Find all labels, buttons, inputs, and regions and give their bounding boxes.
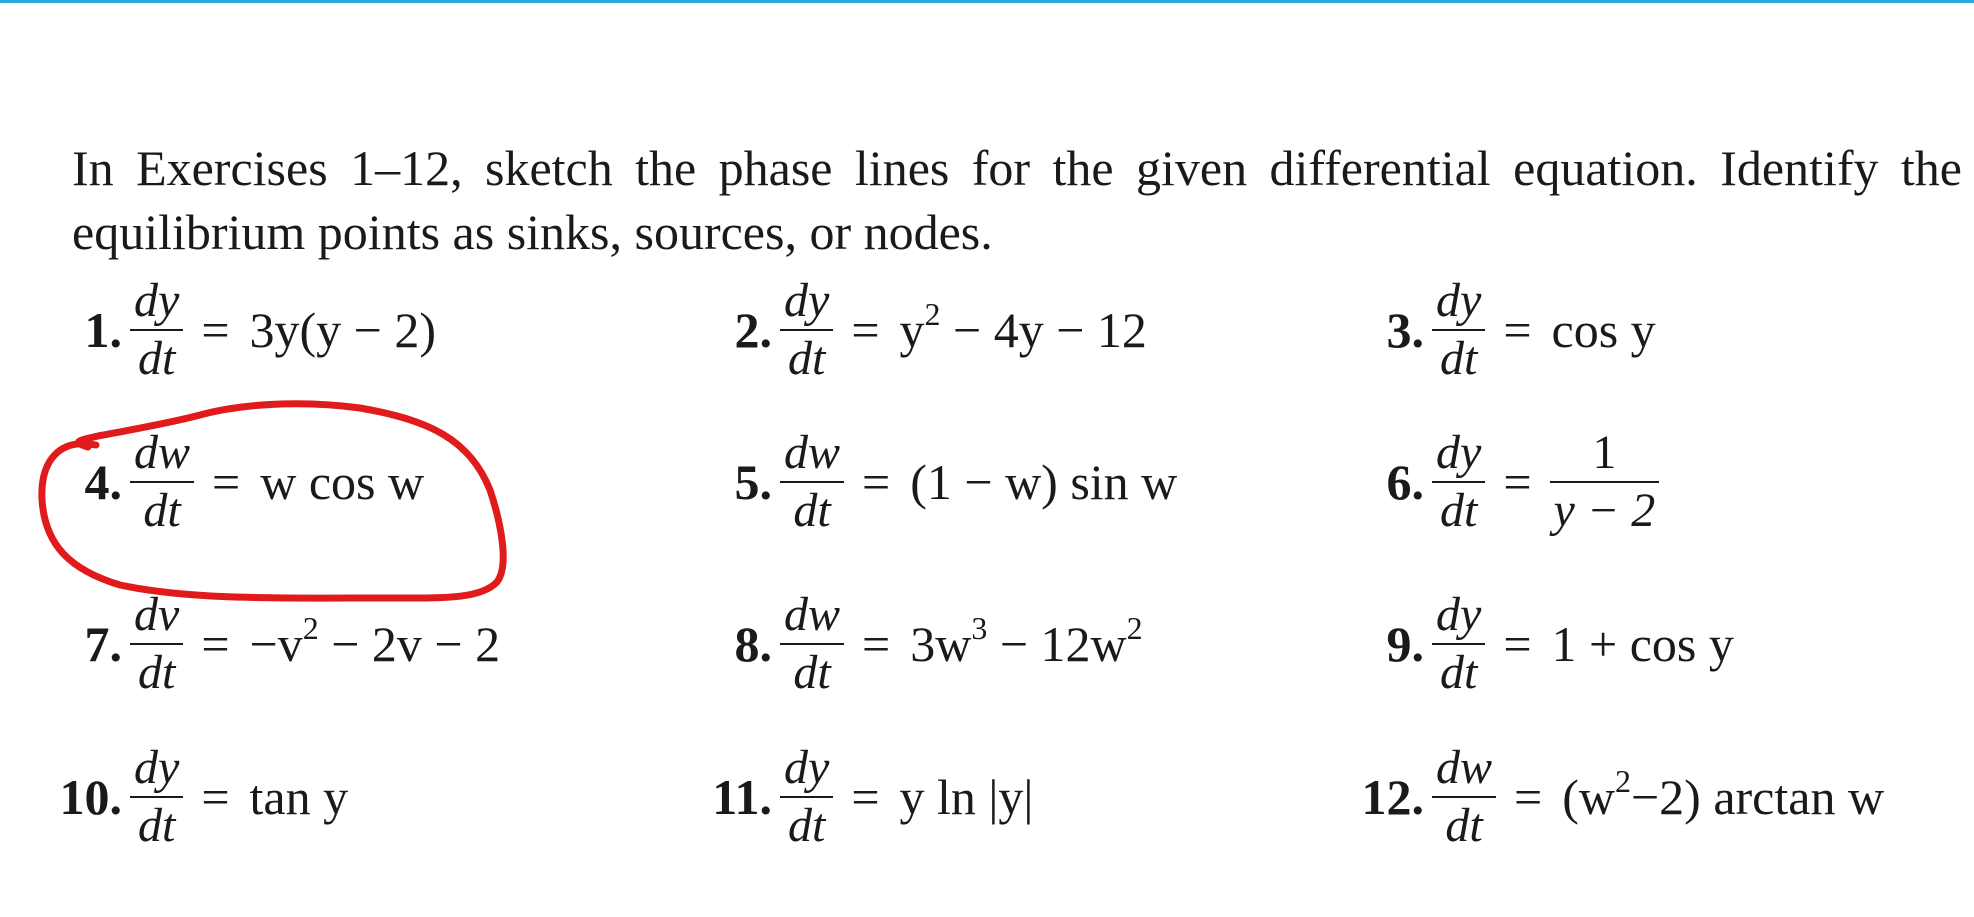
exercise-9 [1380,589,1734,699]
derivative-fraction: $\frac{dy}{dt}$ [780,743,833,851]
equation-rhs: 3y(y − 2) [249,302,437,358]
equals-sign: = [1503,616,1532,672]
exercise-number: 9. [1386,616,1424,672]
equals-sign: = [201,302,230,358]
exercise-number: 5. [734,454,772,510]
derivative-fraction: $\frac{dy}{dt}$ [1432,276,1485,384]
exercise-11 [700,742,1033,852]
equation-rhs: $y^2 - 4y - 12$ [899,296,1147,358]
exercise-12 [1352,742,1884,852]
exercise-number: 3. [1386,302,1424,358]
equation-rhs: w cos w [260,454,425,510]
equals-sign: = [1503,302,1532,358]
exercise-number: 2. [734,302,772,358]
derivative-fraction: $\frac{dy}{dt}$ [1432,428,1485,536]
exercise-number: 8. [734,616,772,672]
equals-sign: = [851,769,880,825]
equals-sign: = [1514,769,1543,825]
instructions-text: In Exercises 1–12, sketch the phase lines for the given differential equation. Identify the equilibrium points as sinks, sources, or nodes. [72,140,1962,260]
equation-rhs: $-v^2 - 2v - 2$ [249,610,501,672]
exercise-8 [728,589,1143,699]
equals-sign: = [862,616,891,672]
derivative-fraction: $\frac{dy}{dt}$ [130,743,183,851]
derivative-fraction: $\frac{dv}{dt}$ [130,590,183,698]
exercise-number: 6. [1386,454,1424,510]
equals-sign: = [201,769,230,825]
equation-rhs: 1 + cos y [1551,616,1734,672]
derivative-fraction: $\frac{dy}{dt}$ [130,276,183,384]
exercise-3 [1380,275,1656,385]
exercise-4 [78,427,424,537]
rhs-fraction: $\frac{1}{y - 2}$ [1550,428,1660,536]
exercise-number: 4. [84,454,122,510]
equation-rhs: (1 − w) sin w [910,454,1178,510]
equals-sign: = [201,616,230,672]
exercise-6 [1380,427,1667,537]
equals-sign: = [862,454,891,510]
derivative-fraction: $\frac{dy}{dt}$ [1432,590,1485,698]
derivative-fraction: $\frac{dw}{dt}$ [130,428,194,536]
exercise-1 [78,275,436,385]
equation-rhs: $3w^3 - 12w^2$ [910,610,1143,672]
equation-rhs: tan y [249,769,349,825]
exercise-10 [50,742,348,852]
top-rule [0,0,1974,3]
derivative-fraction: $\frac{dw}{dt}$ [1432,743,1496,851]
equals-sign: = [212,454,241,510]
equals-sign: = [851,302,880,358]
derivative-fraction: $\frac{dw}{dt}$ [780,428,844,536]
equation-rhs: $(w^2-2)$ arctan w [1562,763,1885,825]
equation-rhs: y ln |y| [899,769,1034,825]
equals-sign: = [1503,454,1532,510]
exercise-number: 7. [84,616,122,672]
exercise-number: 11. [712,769,772,825]
exercise-2 [728,275,1147,385]
exercise-number: 12. [1361,769,1424,825]
derivative-fraction: $\frac{dy}{dt}$ [780,276,833,384]
exercise-7 [78,589,500,699]
exercise-number: 10. [59,769,122,825]
exercise-5 [728,427,1177,537]
equation-rhs: cos y [1551,302,1656,358]
derivative-fraction: $\frac{dw}{dt}$ [780,590,844,698]
exercise-number: 1. [84,302,122,358]
